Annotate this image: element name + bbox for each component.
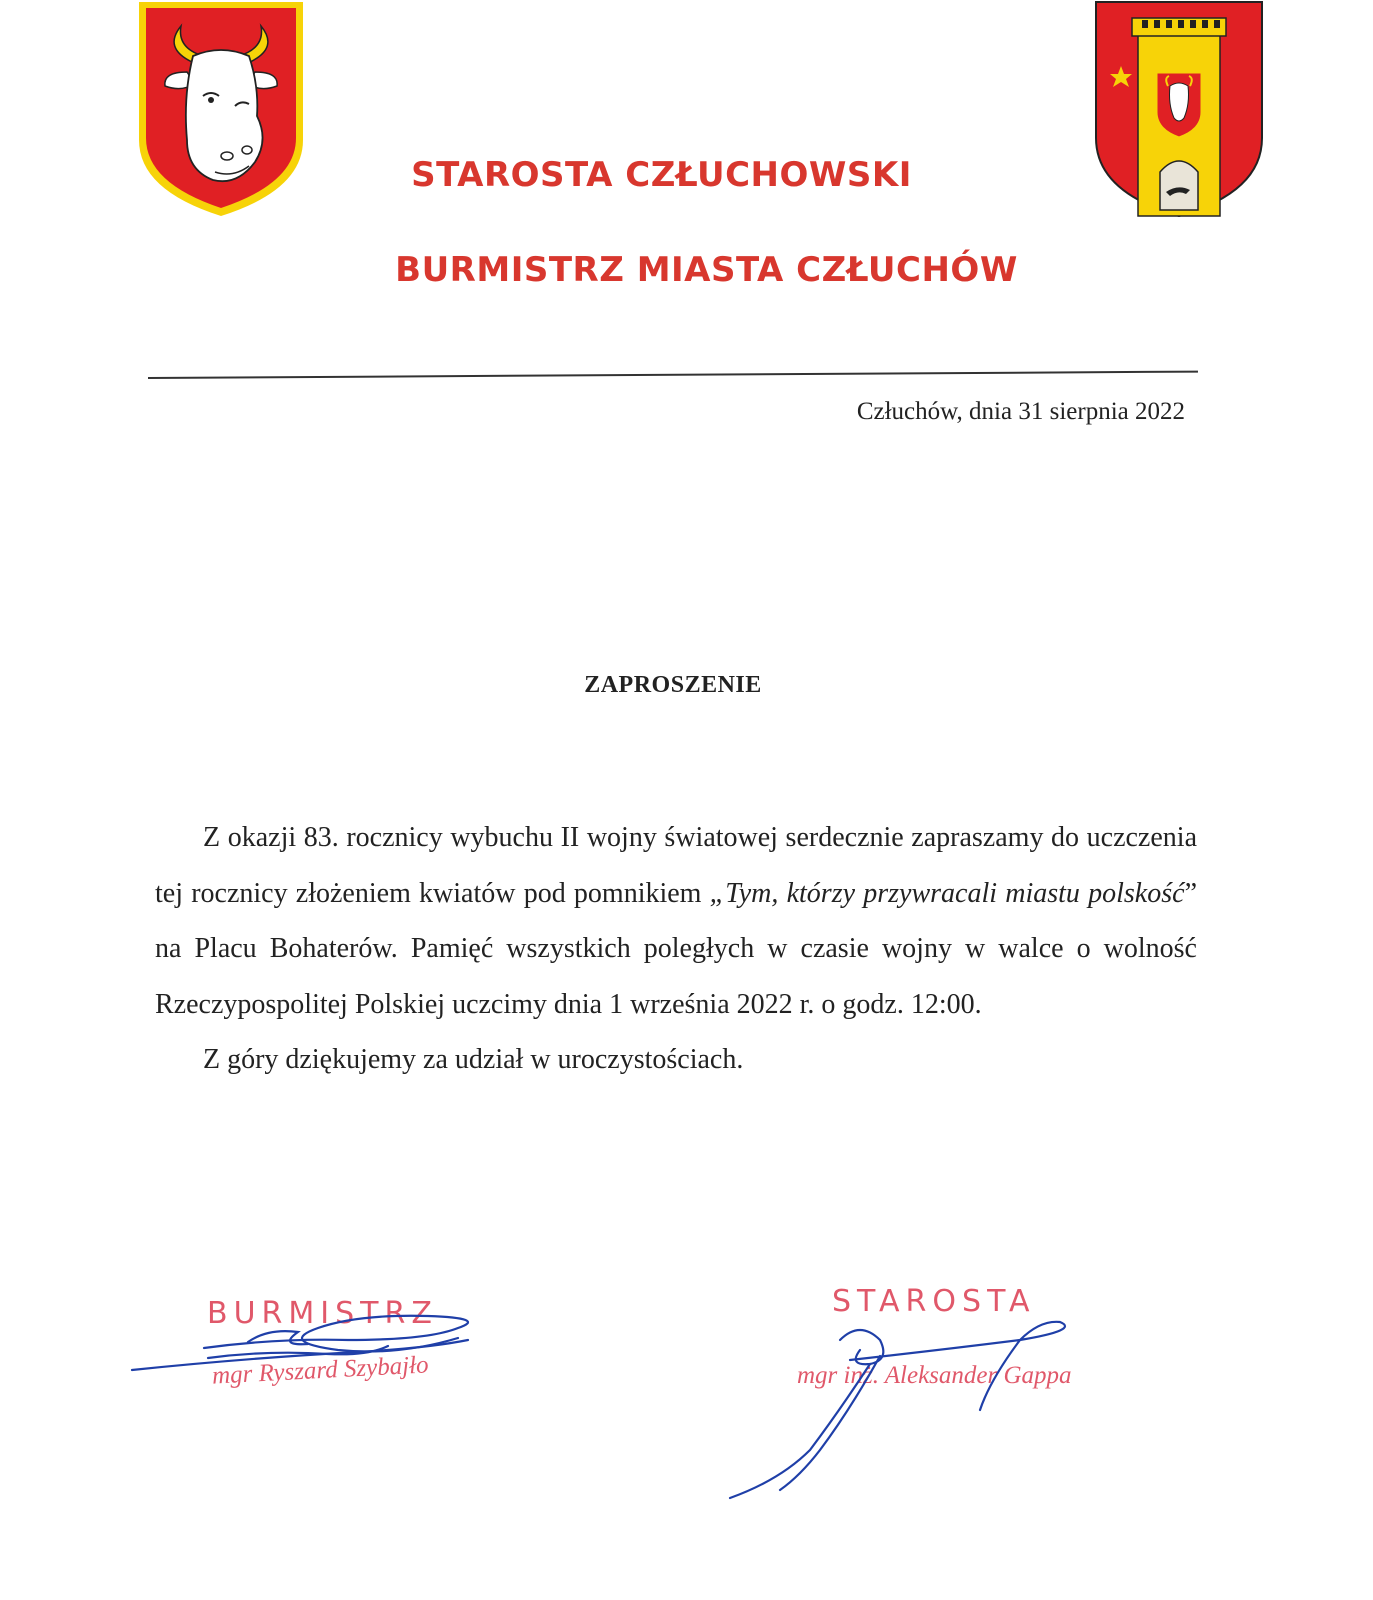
body-paragraph-1	[155, 810, 1197, 1032]
handwritten-signature-left-icon	[128, 1298, 508, 1388]
header-title-burmistrz: BURMISTRZ MIASTA CZŁUCHÓW	[395, 250, 1018, 290]
signature-title-starosta: STAROSTA	[832, 1284, 1036, 1319]
signature-name-burmistrz: mgr Ryszard Szybajło	[211, 1351, 430, 1390]
header-divider	[148, 371, 1198, 379]
document-body	[155, 810, 1197, 1088]
monument-name: „Tym, którzy przywracali miastu polskość	[709, 877, 1185, 909]
signature-name-starosta: mgr inż. Aleksander Gappa	[797, 1362, 1072, 1389]
body-text: ” na Placu Bohaterów. Pamięć wszystkich poległych w czasie wojny w walce o wolność Rzeczypospolitej Polskiej uczcimy dnia 1 września 2022 r. o godz. 12:00.	[155, 877, 1197, 1020]
handwritten-signature-right-icon	[720, 1300, 1100, 1500]
body-paragraph-2: Z góry dziękujemy za udział w uroczystościach.	[203, 1044, 744, 1075]
body-text: Z okazji 83. rocznicy wybuchu II wojny światowej serdecznie zapraszamy do uczczenia tej rocznicy złożeniem kwiatów pod pomnikiem	[155, 822, 1197, 909]
place-and-date: Człuchów, dnia 31 sierpnia 2022	[856, 398, 1185, 425]
document-title: ZAPROSZENIE	[584, 672, 762, 698]
header-title-starosta: STAROSTA CZŁUCHOWSKI	[411, 155, 912, 195]
signature-title-burmistrz: BURMISTRZ	[207, 1296, 438, 1331]
